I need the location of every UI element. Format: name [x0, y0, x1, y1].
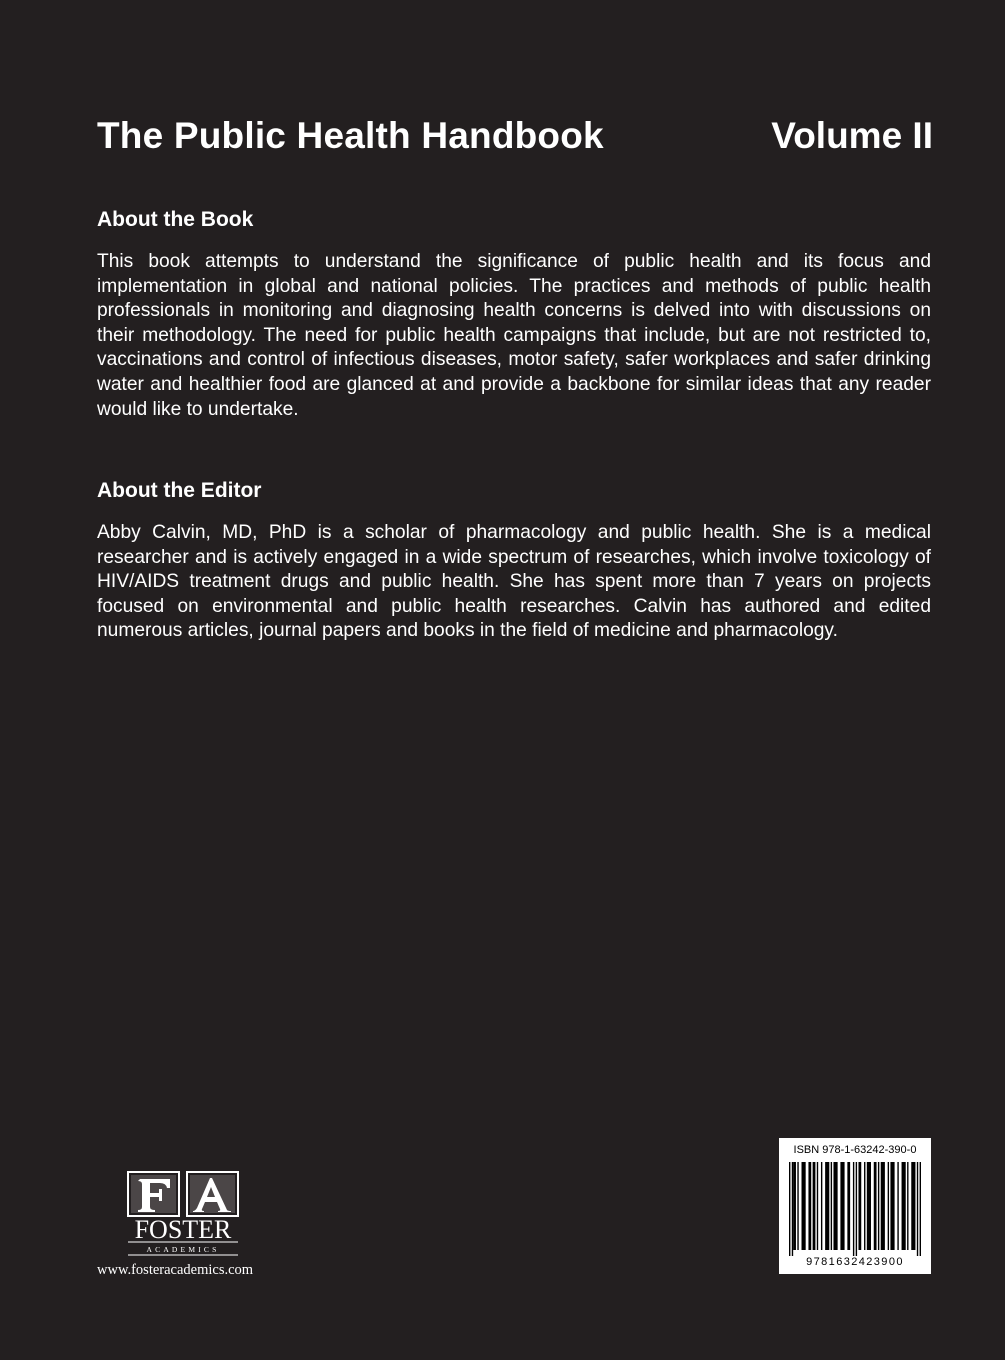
- barcode-bar: [917, 1162, 918, 1256]
- publisher-logo: [126, 1171, 242, 1257]
- barcode-bar: [847, 1162, 850, 1250]
- barcode-digits: 9781632423900: [806, 1256, 904, 1268]
- barcode-bar: [853, 1162, 854, 1256]
- barcode-bar: [831, 1162, 832, 1250]
- barcode-bar: [808, 1162, 811, 1250]
- barcode-bar: [911, 1162, 915, 1250]
- barcode-bar: [897, 1162, 898, 1250]
- about-book-text: This book attempts to understand the significance of public health and its focus and implementation in global and national policies. The practices and methods of public health professionals in monitoring and diagnosing health concerns is delved into with discussions on their methodology. The need for public health campaigns that include, but are not restricted to, vaccinations and control of infectious diseases, motor safety, safer workplaces and safer drinking water and healthier food are glanced at and provide a backbone for similar ideas that any reader would like to undertake.: [97, 251, 931, 420]
- barcode-bar: [793, 1162, 796, 1250]
- barcode-bar: [802, 1162, 806, 1250]
- barcode-bar: [840, 1162, 844, 1250]
- barcode-bar: [881, 1162, 885, 1250]
- about-editor-heading: About the Editor: [97, 479, 262, 502]
- publisher-url: www.fosteracademics.com: [97, 1262, 254, 1278]
- isbn-label: ISBN 978-1-63242-390-0: [793, 1144, 917, 1156]
- about-editor-text: Abby Calvin, MD, PhD is a scholar of pharmacology and public health. She is a medical researcher and is actively engaged in a wide spectrum of researches, which involve toxicology of HIV/AIDS treatment drugs and public health. She has spent more than 7 years on projects focused on environmental and public health researches. Calvin has authored and edited numerous articles, journal papers and books in the field of medicine and pharmacology.: [97, 522, 931, 642]
- barcode-bar: [817, 1162, 818, 1250]
- volume-label: Volume II: [771, 115, 933, 156]
- barcode-bar: [907, 1162, 908, 1250]
- publisher-name-text: FOSTER: [134, 1215, 232, 1244]
- barcode-bar: [864, 1162, 865, 1250]
- isbn-barcode: [779, 1138, 931, 1274]
- barcode-bar: [878, 1162, 879, 1250]
- barcode-bar: [792, 1162, 793, 1256]
- barcode-bar: [797, 1162, 798, 1250]
- barcode-bars: [787, 1162, 923, 1256]
- barcode-bar: [821, 1162, 822, 1250]
- barcode-bar: [813, 1162, 816, 1250]
- book-title: The Public Health Handbook: [97, 115, 604, 156]
- barcode-bar: [789, 1162, 790, 1256]
- barcode-bar: [833, 1162, 837, 1250]
- barcode-bar: [858, 1162, 861, 1250]
- barcode-bar: [902, 1162, 906, 1250]
- barcode-bar: [890, 1162, 894, 1250]
- about-book-heading: About the Book: [97, 208, 254, 231]
- barcode-bar: [856, 1162, 857, 1256]
- publisher-subtitle-text: ACADEMICS: [146, 1245, 220, 1254]
- barcode-bar: [825, 1162, 829, 1250]
- barcode-bar: [888, 1162, 889, 1250]
- barcode-bar: [874, 1162, 877, 1250]
- barcode-bar: [920, 1162, 921, 1256]
- barcode-bar: [867, 1162, 871, 1250]
